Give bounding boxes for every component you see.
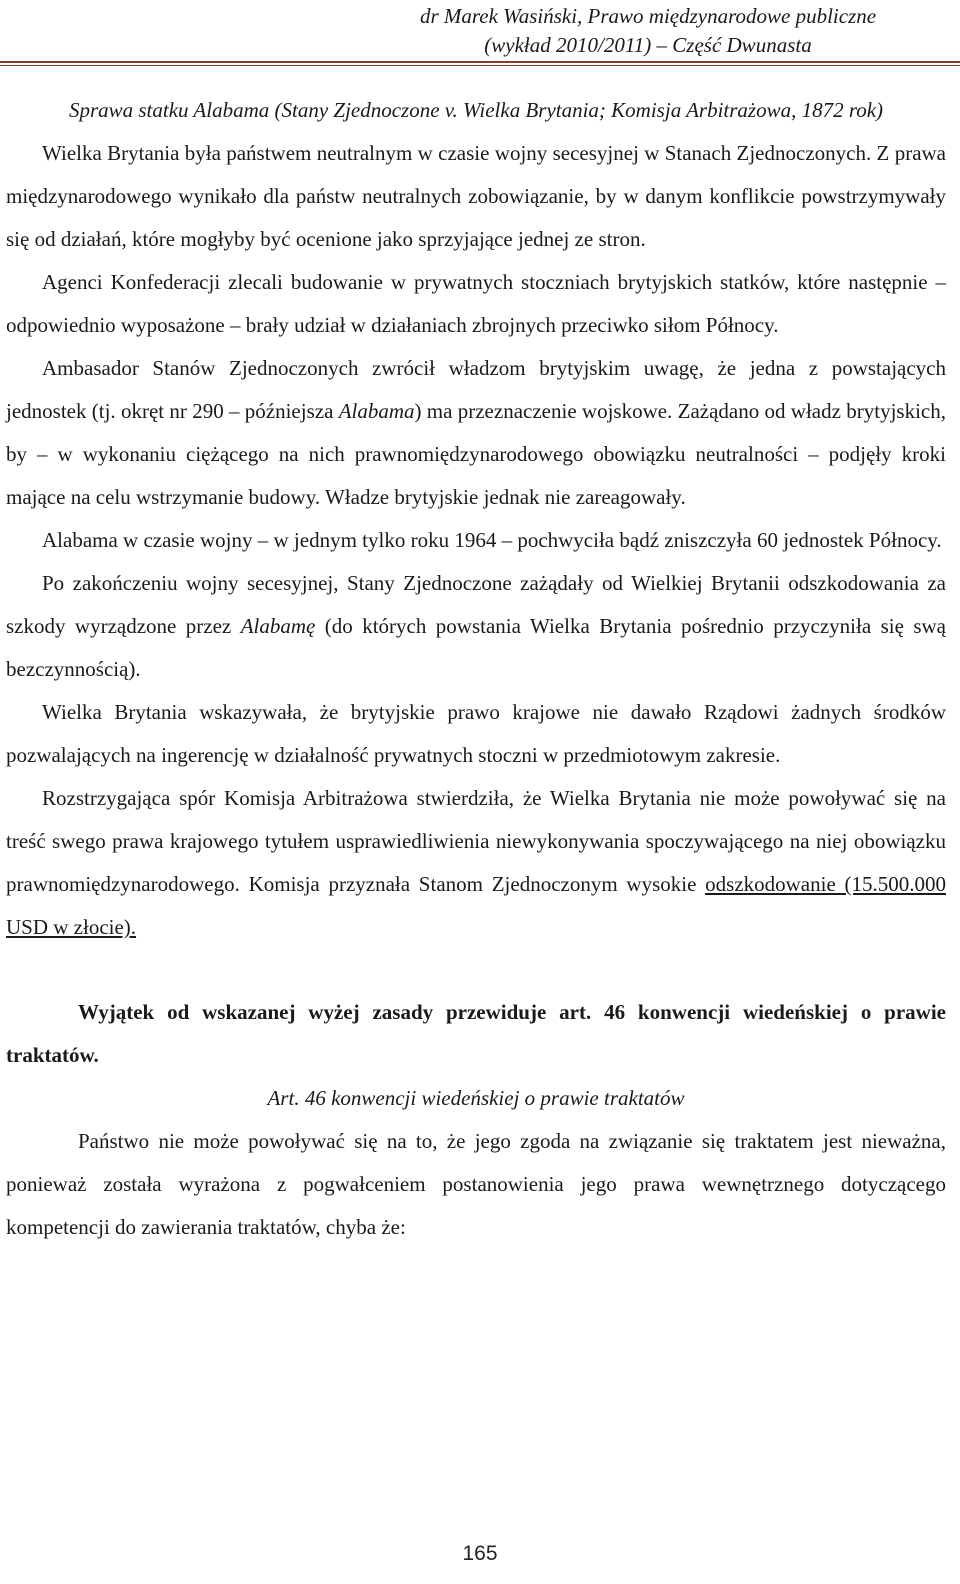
paragraph-claim-text-1: Po zakończeniu wojny secesyjnej, Stany Zjednoczone zażądały od Wielkiej Brytanii odszkodowania za szkody wyrządzone przez	[6, 571, 946, 638]
article-text: Państwo nie może powoływać się na to, że jego zgoda na związanie się traktatem jest nieważna, ponieważ została wyrażona z pogwałceniem postanowienia jego prawa wewnętrznego dotyczącego kompetencji do zawierania traktatów, chyba że:	[6, 1129, 946, 1239]
paragraph-alabama-captures: Alabama w czasie wojny – w jednym tylko roku 1964 – pochwyciła bądź zniszczyła 60 jednostek Północy.	[42, 528, 942, 552]
paragraph-compensation-claim	[6, 562, 946, 691]
paragraph-ruling-text: Rozstrzygająca spór Komisja Arbitrażowa stwierdziła, że Wielka Brytania nie może powoływać się na treść swego prawa krajowego tytułem usprawiedliwienia niewykonywania spoczywającego na niej obowiązku prawnomiędzynarodowego. Komisja przyznała Stanom Zjednoczonym wysokie	[6, 786, 946, 896]
paragraph-arbitration-ruling	[6, 777, 946, 949]
compensation-amount-underlined: odszkodowanie (15.500.000 USD w złocie).	[6, 872, 947, 939]
case-title: Sprawa statku Alabama (Stany Zjednoczone v. Wielka Brytania; Komisja Arbitrażowa, 1872 rok)	[68, 98, 884, 122]
header-divider	[0, 61, 960, 66]
ship-name-italic: Alabama	[338, 399, 415, 423]
ship-name-italic-2: Alabamę	[240, 614, 316, 638]
paragraph-confederate-agents: Agenci Konfederacji zlecali budowanie w prywatnych stoczniach brytyjskich statków, które następnie – odpowiednio wyposażone – brały udział w działaniach zbrojnych przeciwko siłom Północy.	[6, 270, 946, 337]
paragraph-ambassador	[6, 347, 946, 519]
page-number: 165	[462, 1542, 498, 1565]
paragraph-british-defense: Wielka Brytania wskazywała, że brytyjskie prawo krajowe nie dawało Rządowi żadnych środków pozwalających na ingerencję w działalność prywatnych stoczni w przedmiotowym zakresie.	[6, 700, 946, 767]
paragraph-neutrality: Wielka Brytania była państwem neutralnym w czasie wojny secesyjnej w Stanach Zjednoczonych. Z prawa międzynarodowego wynikało dla państw neutralnych zobowiązanie, by w danym konflikcie powstrzymywały się od działań, które mogłyby być ocenione jako sprzyjające jednej ze stron.	[6, 141, 946, 251]
paragraph-ambassador-text-1: Ambasador Stanów Zjednoczonych zwrócił władzom brytyjskim uwagę, że jedna z powstających jednostek (tj. okręt nr 290 – późniejsza	[6, 356, 946, 423]
paragraph-claim-text-2: (do których powstania Wielka Brytania pośrednio przyczyniła się swą bezczynnością).	[6, 614, 946, 681]
paragraph-ambassador-text-2: ) ma przeznaczenie wojskowe. Zażądano od władz brytyjskich, by – w wykonaniu ciężącego na nich prawnomiędzynarodowego obowiązku neutralności – podjęły kroki mające na celu wstrzymanie budowy. Władze brytyjskie jednak nie zareagowały.	[6, 399, 946, 509]
document-body	[6, 88, 946, 1249]
page-header	[0, 2, 960, 60]
exception-heading: Wyjątek od wskazanej wyżej zasady przewiduje art. 46 konwencji wiedeńskiej o prawie traktatów.	[6, 1000, 946, 1067]
header-lecture-part: (wykład 2010/2011) – Część Dwunasta	[484, 33, 812, 57]
article-title: Art. 46 konwencji wiedeńskiej o prawie traktatów	[267, 1086, 685, 1110]
header-author-title: dr Marek Wasiński, Prawo międzynarodowe publiczne	[419, 4, 877, 28]
section-spacer	[6, 949, 946, 991]
